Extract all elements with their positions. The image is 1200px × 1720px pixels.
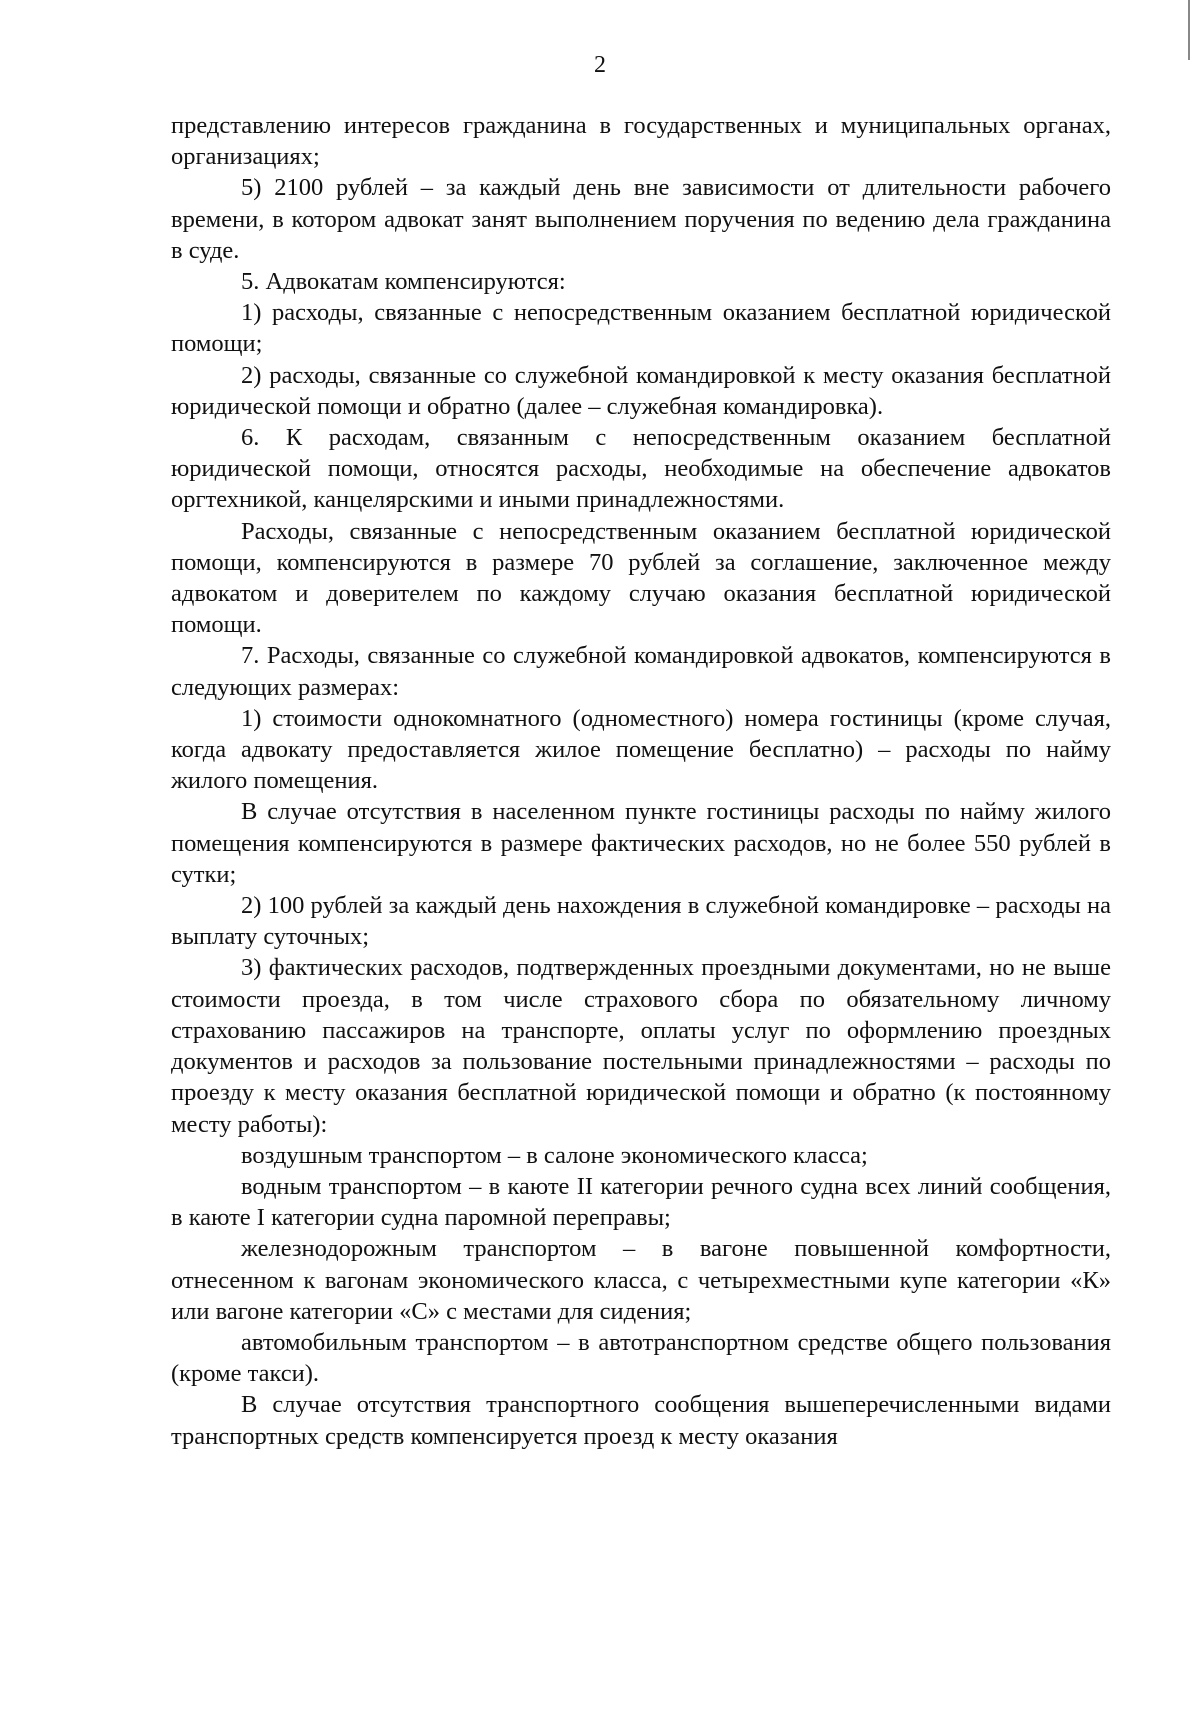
page-number: 2 [594,52,606,78]
paragraph: 1) стоимости однокомнатного (одноместного) номера гостиницы (кроме случая, когда адвокату предоставляется жилое помещение бесплатно) – расходы по найму жилого помещения. [171,704,1111,795]
paragraph: 7. Расходы, связанные со служебной командировкой адвокатов, компенсируются в следующих размерах: [171,642,1111,701]
paragraph: 2) расходы, связанные со служебной командировкой к месту оказания бесплатной юридической помощи и обратно (далее – служебная командировка). [171,361,1111,420]
paragraph: автомобильным транспортом – в автотранспортном средстве общего пользования (кроме такси). [171,1328,1111,1388]
paragraph: Расходы, связанные с непосредственным оказанием бесплатной юридической помощи, компенсируются в размере 70 рублей за соглашение, заключенное между адвокатом и доверителем по каждому случаю оказания бесплатной юридической помощи. [171,517,1111,639]
paragraph: 1) расходы, связанные с непосредственным оказанием бесплатной юридической помощи; [171,299,1111,358]
paragraph: В случае отсутствия транспортного сообщения вышеперечисленными видами транспортных средств компенсируется проезд к месту оказания [171,1391,1111,1450]
paragraph: 6. К расходам, связанным с непосредственным оказанием бесплатной юридической помощи, относятся расходы, необходимые на обеспечение адвокатов оргтехникой, канцелярскими и иными принадлежностями. [171,424,1111,514]
paragraph: 3) фактических расходов, подтвержденных проездными документами, но не выше стоимости проезда, в том числе страхового сбора по обязательному личному страхованию пассажиров на транспорте, оплаты услуг по оформлению проездных документов и расходов за пользование постельными принадлежностями – расходы по проезду к месту оказания бесплатной юридической помощи и обратно (к постоянному месту работы): [171,954,1111,1138]
paragraph: 5) 2100 рублей – за каждый день вне зависимости от длительности рабочего времени, в котором адвокат занят выполнением поручения по ведению дела гражданина в суде. [171,174,1111,264]
paragraph: 5. Адвокатам компенсируются: [241,268,566,296]
paragraph: водным транспортом – в каюте II категории речного судна всех линий сообщения, в каюте I категории судна паромной переправы; [171,1172,1111,1232]
paragraph: представлению интересов гражданина в государственных и муниципальных органах, организациях; [171,112,1111,171]
scan-edge-mark [1188,0,1190,60]
paragraph: железнодорожным транспортом – в вагоне повышенной комфортности, отнесенном к вагонам экономического класса, с четырехместными купе категории «К» или вагоне категории «С» с местами для сидения; [171,1235,1111,1325]
paragraph: 2) 100 рублей за каждый день нахождения в служебной командировке – расходы на выплату суточных; [171,892,1111,951]
paragraph: воздушным транспортом – в салоне экономического класса; [241,1141,868,1169]
document-body [171,110,1111,1452]
paragraph: В случае отсутствия в населенном пункте гостиницы расходы по найму жилого помещения компенсируются в размере фактических расходов, но не более 550 рублей в сутки; [171,798,1111,888]
